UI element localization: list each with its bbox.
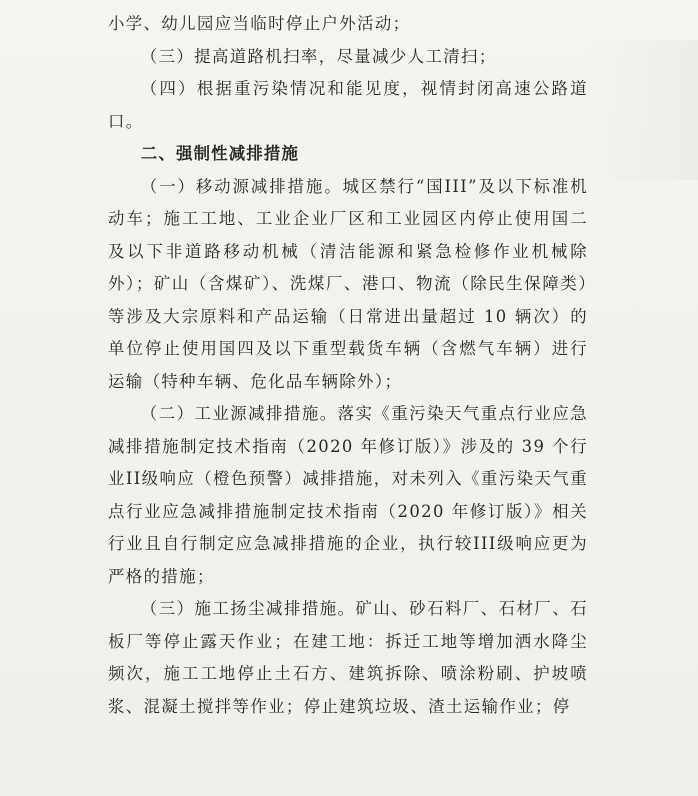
paragraph-mobile-source-measures: （一）移动源减排措施。城区禁行“国III”及以下标准机动车；施工工地、工业企业厂区和工业园区内停止使用国二及以下非道路移动机械（清洁能源和紧急检修作业机械除外）；矿山（含煤矿）、洗煤厂、港口、物流（除民生保障类）等涉及大宗原料和产品运输（日常进出量超过 10 辆次）的单位停止使用国四及以下重型载货车辆（含燃气车辆）进行运输（特种车辆、危化品车辆除外）； [108,176,588,391]
paragraph-industrial-source-measures: （二）工业源减排措施。落实《重污染天气重点行业应急减排措施制定技术指南（2020 年修订版）》涉及的 39 个行业II级响应（橙色预警）减排措施，对未列入《重污染天气重点行业应急减排措施制定技术指南（2020 年修订版）》相关行业且自行制定应急减排措施的企业，执行较III级响应更为严格的措施； [108,404,588,586]
document-body [108,8,588,723]
paragraph-continuation: 小学、幼儿园应当临时停止户外活动； [108,14,411,33]
item-number: （四） [140,79,197,98]
item-number: （三） [140,599,195,618]
paragraph-item-4-highway-closure: （四）根据重污染情况和能见度，视情封闭高速公路道口。 [108,79,588,131]
paragraph-construction-dust-measures: （三）施工扬尘减排措施。矿山、砂石料厂、石材厂、石板厂等停止露天作业；在建工地：拆迁工地等增加洒水降尘频次，施工工地停止土石方、建筑拆除、喷涂粉刷、护坡喷浆、混凝土搅拌等作业；停止建筑垃圾、渣土运输作业；停 [108,599,588,716]
item-number: （一） [140,176,196,196]
paragraph-item-3-road-sweeping: （三）提高道路机扫率，尽量减少人工清扫； [140,46,497,66]
section-heading: 二、强制性减排措施 [140,144,300,163]
item-number: （二） [140,404,195,423]
page-shadow [588,40,698,180]
item-number: （三） [140,46,195,66]
